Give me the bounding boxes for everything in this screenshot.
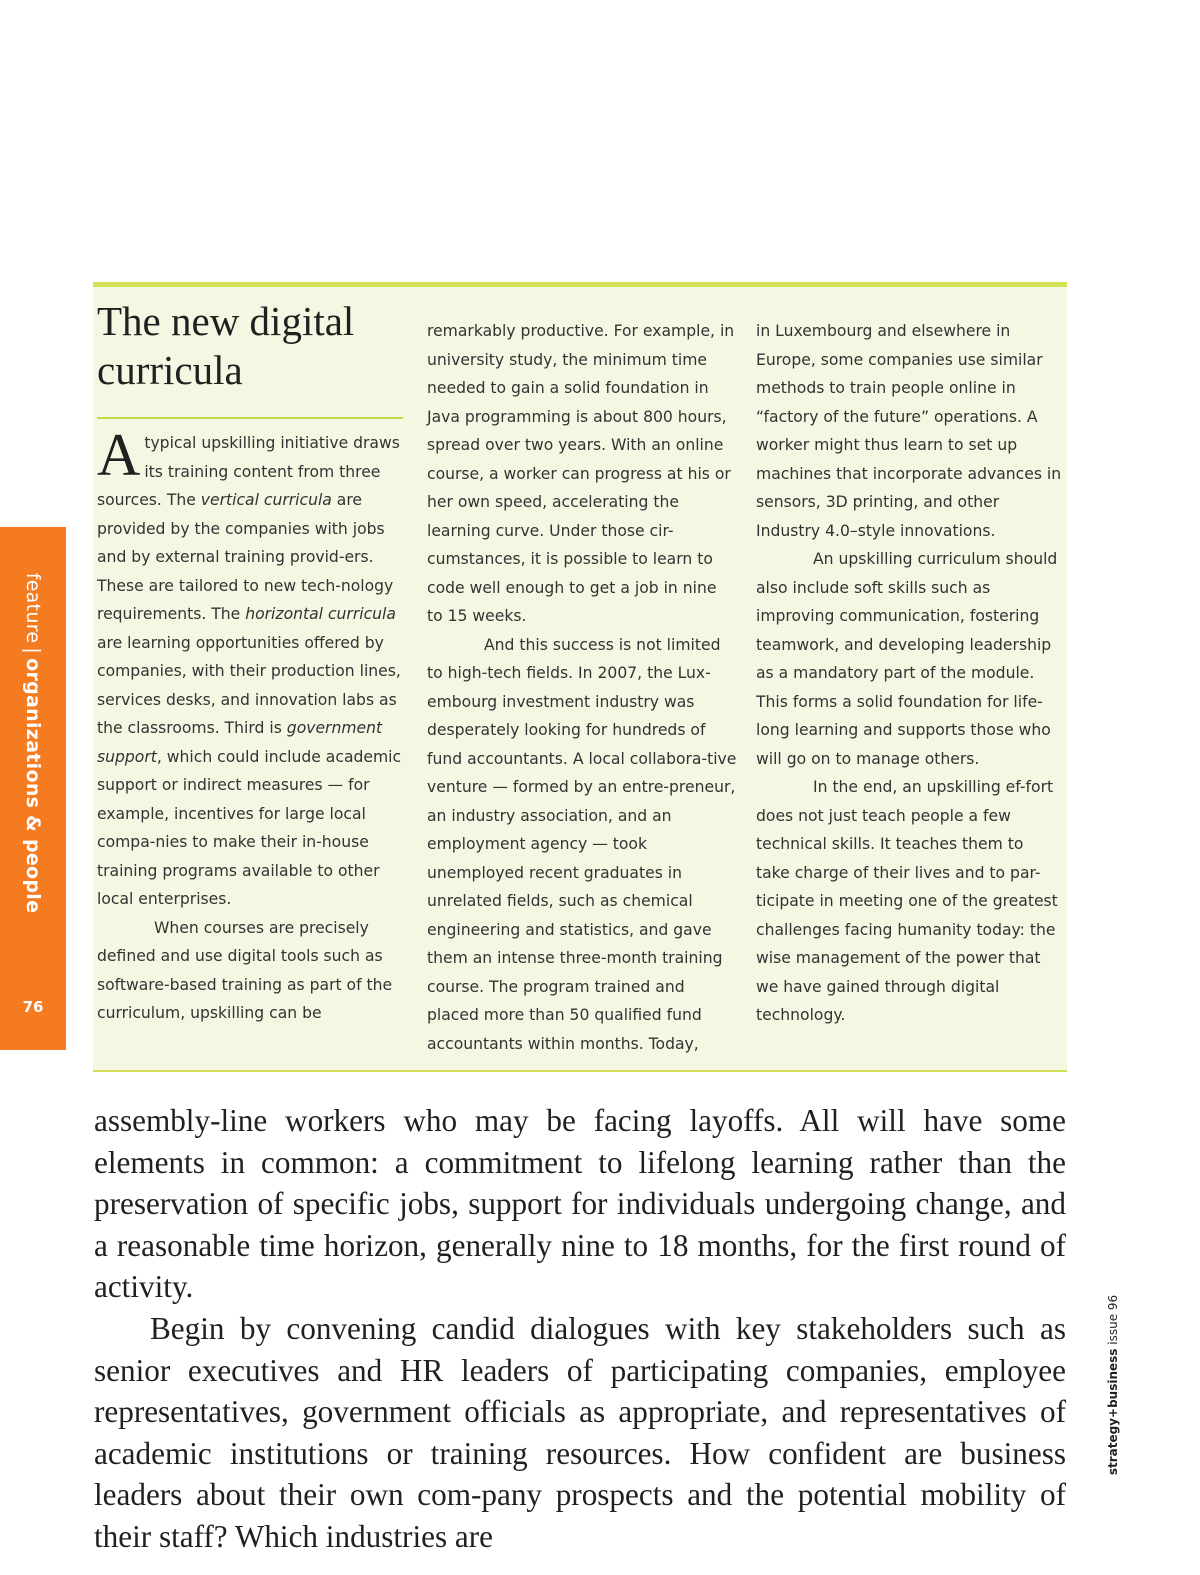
sidebar-column-3	[756, 317, 1062, 1030]
section-topic: organizations & people	[22, 658, 44, 914]
sidebar-paragraph: remarkably productive. For example, in university study, the minimum time needed to gain a solid foundation in Java programming is about 800 hours, spread over two years. With an online course, a worker can progress at his or her own speed, accelerating the learning curve. Under those cir-cumstances, it is possible to learn to code well enough to get a job in nine to 15 weeks.	[427, 322, 735, 625]
page-number: 76	[22, 998, 44, 1016]
publication-footer	[1106, 1295, 1120, 1475]
term-vertical-curricula: vertical curricula	[200, 491, 332, 509]
section-separator: |	[22, 647, 44, 655]
text-run: , which could include academic support or indirect measures — for example, incentives for large local compa-nies to make their in-house training programs available to other local enterprises.	[97, 747, 402, 908]
sidebar-column-2	[427, 317, 737, 1058]
sidebar-paragraph: in Luxembourg and elsewhere in Europe, some companies use similar methods to train people online in “factory of the future” operations. A worker might thus learn to set up machines that incorporate advances in sensors, 3D printing, and other Industry 4.0–style innovations.	[756, 322, 1062, 540]
sidebar-paragraph: An upskilling curriculum should also include soft skills such as improving communication, fostering teamwork, and developing leadership as a mandatory part of the module. This forms a solid foundation for life-long learning and supports those who will go on to manage others.	[756, 550, 1058, 768]
publication-name: strategy+business	[1106, 1348, 1120, 1476]
text-run: typical upskilling initiative draws its training content from three sources. The	[97, 434, 400, 509]
title-divider	[97, 417, 403, 419]
term-horizontal-curricula: horizontal curricula	[245, 605, 396, 623]
sidebar-paragraph: And this success is not limited to high-tech fields. In 2007, the Lux-embourg investment industry was desperately looking for hundreds of fund accountants. A local collabora-tive venture — formed by an entre-preneur, an industry association, and an employment agency — took unemployed recent graduates in unrelated fields, such as chemical engineering and statistics, and gave them an intense three-month training course. The program trained and placed more than 50 qualified fund accountants within months. Today,	[427, 635, 737, 1053]
issue-label: issue 96	[1106, 1294, 1120, 1345]
dropcap: A	[97, 422, 141, 488]
sidebar-column-1	[97, 297, 403, 1028]
sidebar-box	[93, 282, 1067, 1072]
sidebar-paragraph: In the end, an upskilling ef-fort does not just teach people a few technical skills. It teaches them to take charge of their lives and to par-ticipate in meeting one of the greatest challenges facing humanity today: the wise management of the power that we have gained through digital technology.	[756, 778, 1058, 1024]
sidebar-title: The new digital curricula	[97, 298, 355, 393]
sidebar-paragraph	[97, 422, 403, 914]
body-paragraph: assembly-line workers who may be facing layoffs. All will have some elements in common: a commitment to lifelong learning rather than the preservation of specific jobs, support for individuals undergoing change, and a reasonable time horizon, generally nine to 18 months, for the first round of activity.	[94, 1103, 1066, 1305]
body-paragraph: Begin by convening candid dialogues with key stakeholders such as senior executives and HR leaders of participating companies, employee representatives, government officials as appropriate, and representatives of academic institutions or training resources. How confident are business leaders about their own com-pany prospects and the potential mobility of their staff? Which industries are	[94, 1310, 1066, 1554]
sidebar-paragraph: When courses are precisely defined and use digital tools such as software-based training as part of the curriculum, upskilling can be	[97, 918, 393, 1022]
section-name: feature	[22, 572, 44, 644]
section-label	[22, 573, 44, 914]
text-run: are provided by the companies with jobs and by external training provid-ers. These are tailored to new tech-nology requirements. The	[97, 491, 394, 623]
main-body-text	[94, 1100, 1066, 1558]
term-government-support: government support	[97, 719, 383, 766]
text-run: are learning opportunities offered by companies, with their production lines, services desks, and innovation labs as the classrooms. Third is	[97, 633, 401, 737]
